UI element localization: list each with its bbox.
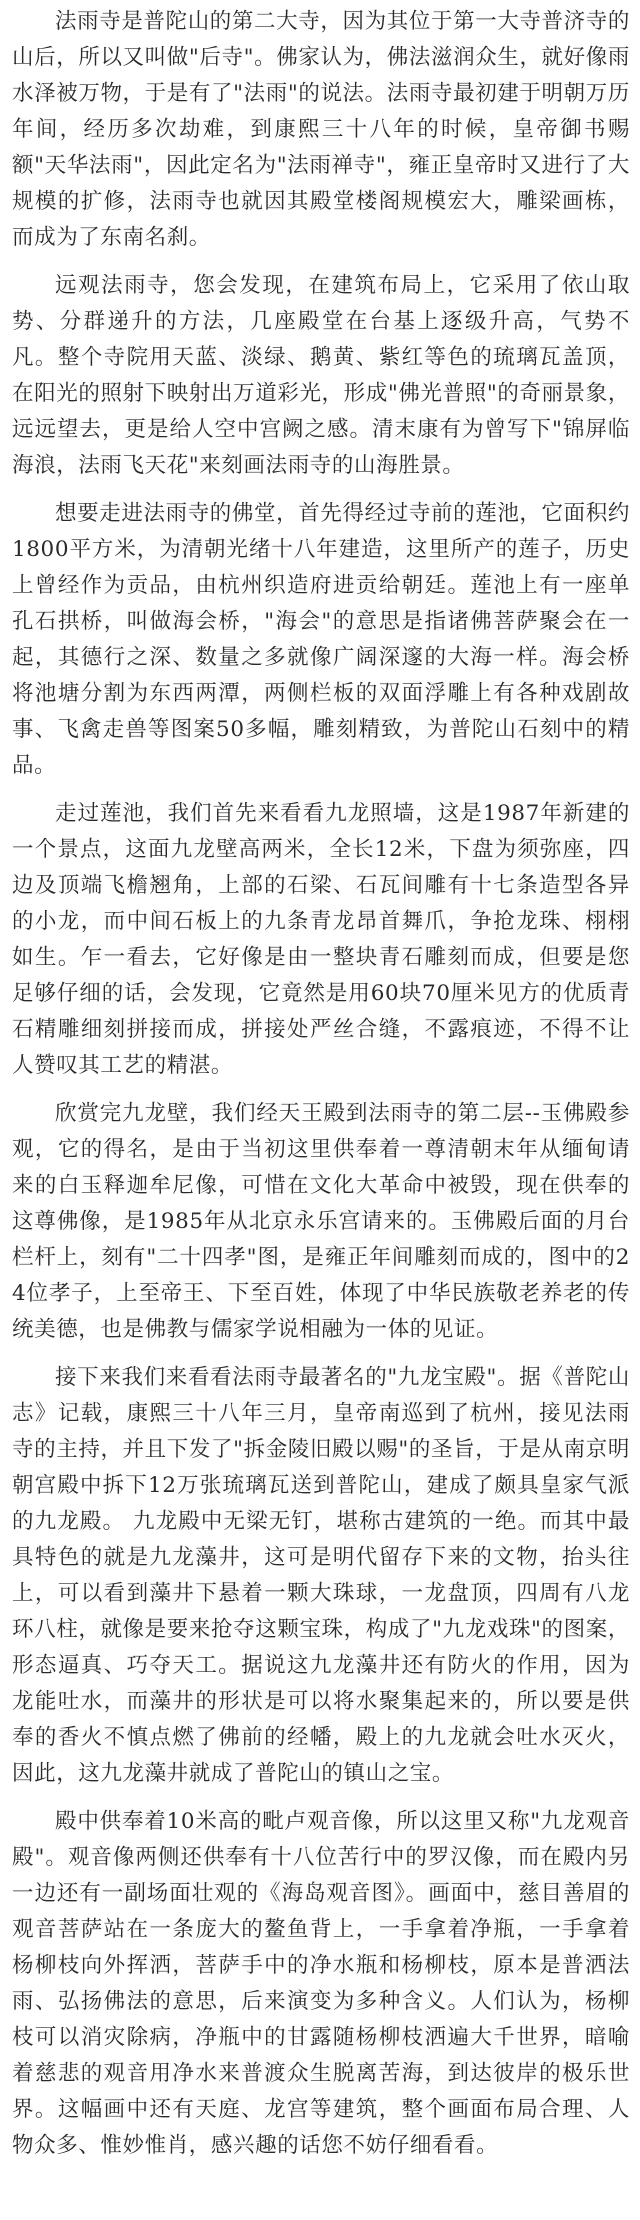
- paragraph-intro: 法雨寺是普陀山的第二大寺，因为其位于第一大寺普济寺的山后，所以又叫做"后寺"。佛家认为，佛法滋润众生，就好像雨水泽被万物，于是有了"法雨"的说法。法雨寺最初建于明朝万历年间，经历多次劫难，到康熙三十八年的时候，皇帝御书赐额"天华法雨"，因此定名为"法雨禅寺"，雍正皇帝时又进行了大规模的扩修，法雨寺也就因其殿堂楼阁规模宏大，雕梁画栋，而成为了东南名刹。: [12, 9, 630, 250]
- paragraph-jade-buddha-hall: 欣赏完九龙壁，我们经天王殿到法雨寺的第二层--玉佛殿参观，它的得名，是由于当初这里供奉着一尊清朝末年从缅甸请来的白玉释迦牟尼像，可惜在文化大革命中被毁，现在供奉的这尊佛像，是1985年从北京永乐宫请来的。玉佛殿后面的月台栏杆上，刻有"二十四孝"图，是雍正年间雕刻而成的，图中的24位孝子，上至帝王、下至百姓，体现了中华民族敬老养老的传统美德，也是佛教与儒家学说相融为一体的见证。: [12, 1101, 630, 1342]
- paragraph-nine-dragon-hall: 接下来我们来看看法雨寺最著名的"九龙宝殿"。据《普陀山志》记载，康熙三十八年三月，皇帝南巡到了杭州，接见法雨寺的主持，并且下发了"拆金陵旧殿以赐"的圣旨，于是从南京明朝宫殿中拆下12万张琉璃瓦送到普陀山，建成了颇具皇家气派的九龙殿。 九龙殿中无梁无钉，堪称古建筑的一绝。而其中最具特色的就是九龙藻井，这可是明代留存下来的文物，抬头往上，可以看到藻井下悬着一颗大珠球，一龙盘顶，四周有八龙环八柱，就像是要来抢夺这颗宝珠，构成了"九龙戏珠"的图案，形态逼真、巧夺天工。据说这九龙藻井还有防火的作用，因为龙能吐水，而藻井的形状是可以将水聚集起来的，所以要是供奉的香火不慎点燃了佛前的经幡，殿上的九龙就会吐水灭火，因此，这九龙藻井就成了普陀山的镇山之宝。: [12, 1365, 630, 1786]
- paragraph-layout: 远观法雨寺，您会发现，在建筑布局上，它采用了依山取势、分群递升的方法，几座殿堂在台基上逐级升高，气势不凡。整个寺院用天蓝、淡绿、鹅黄、紫红等色的琉璃瓦盖顶，在阳光的照射下映射出万道彩光，形成"佛光普照"的奇丽景象，远远望去，更是给人空中宫阙之感。清末康有为曾写下"锦屏临海浪，法雨飞天花"来刻画法雨寺的山海胜景。: [12, 273, 630, 478]
- paragraph-nine-dragon-wall: 走过莲池，我们首先来看看九龙照墙，这是1987年新建的一个景点，这面九龙壁高两米，全长12米，下盘为须弥座，四边及顶端飞檐翘角，上部的石梁、石瓦间雕有十七条造型各异的小龙，而中间石板上的九条青龙昂首舞爪，争抢龙珠、栩栩如生。乍一看去，它好像是由一整块青石雕刻而成，但要是您足够仔细的话，会发现，它竟然是用60块70厘米见方的优质青石精雕细刻拼接而成，拼接处严丝合缝，不露痕迹，不得不让人赞叹其工艺的精湛。: [12, 801, 630, 1078]
- paragraph-guanyin-statue: 殿中供奉着10米高的毗卢观音像，所以这里又称"九龙观音殿"。观音像两侧还供奉有十八位苦行中的罗汉像，而在殿内另一边还有一副场面壮观的《海岛观音图》。画面中，慈目善眉的观音菩萨站在一条庞大的鳌鱼背上，一手拿着净瓶，一手拿着杨柳枝向外挥洒，菩萨手中的净水瓶和杨柳枝，原本是普洒法雨、弘扬佛法的意思，后来演变为多种含义。人们认为，杨柳枝可以消灾除病，净瓶中的甘露随杨柳枝洒遍大千世界，暗喻着慈悲的观音用净水来普渡众生脱离苦海，到达彼岸的极乐世界。这幅画中还有天庭、龙宫等建筑，整个画面布局合理、人物众多、惟妙惟肖，感兴趣的话您不妨仔细看看。: [12, 1809, 630, 2158]
- paragraph-lotus-pond: 想要走进法雨寺的佛堂，首先得经过寺前的莲池，它面积约1800平方米，为清朝光绪十八年建造，这里所产的莲子，历史上曾经作为贡品，由杭州织造府进贡给朝廷。莲池上有一座单孔石拱桥，叫做海会桥，"海会"的意思是指诸佛菩萨聚会在一起，其德行之深、数量之多就像广阔深邃的大海一样。海会桥将池塘分割为东西两潭，两侧栏板的双面浮雕上有各种戏剧故事、飞禽走兽等图案50多幅，雕刻精致，为普陀山石刻中的精品。: [12, 501, 630, 778]
